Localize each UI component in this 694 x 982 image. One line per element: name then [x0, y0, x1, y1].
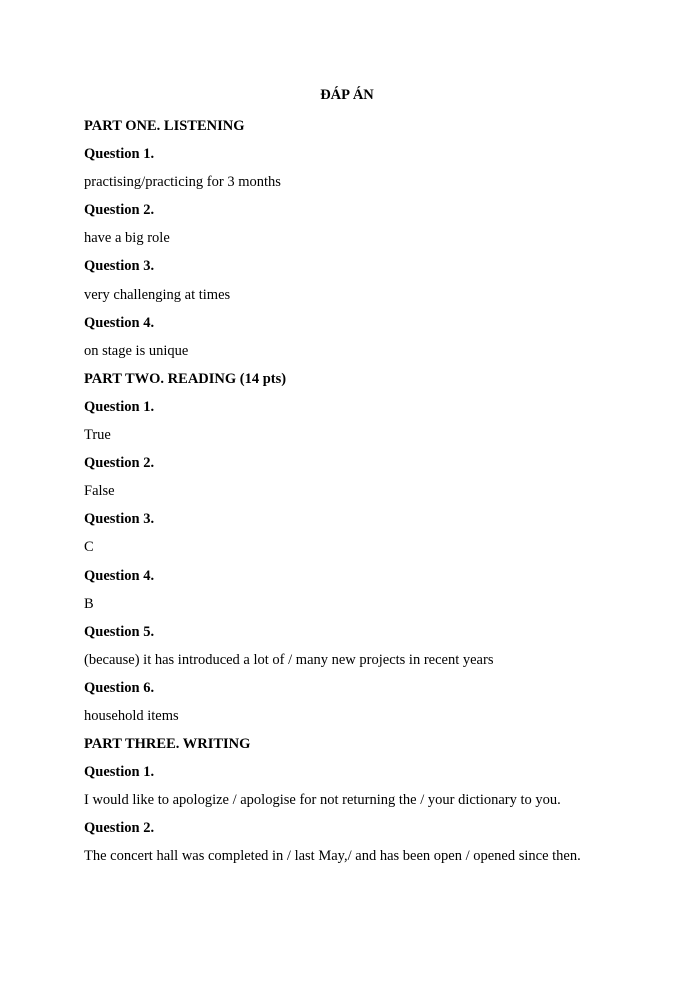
part-one-heading: PART ONE. LISTENING	[84, 118, 245, 134]
question-label: Question 4.	[84, 567, 155, 584]
question-label: Question 2.	[84, 202, 155, 219]
answer-text: I would like to apologize / apologise for not returning the / your dictionary to you.	[84, 792, 561, 809]
part-three-heading: PART THREE. WRITING	[84, 736, 251, 753]
answer-text: household items	[84, 707, 179, 724]
answer-text: practising/practicing for 3 months	[84, 174, 281, 191]
question-label: Question 3.	[84, 258, 155, 275]
answer-text: very challenging at times	[84, 286, 231, 303]
answer-text: have a big role	[84, 230, 170, 247]
question-label: Question 5.	[84, 623, 155, 640]
question-label: Question 4.	[84, 314, 155, 331]
question-label: Question 1.	[84, 398, 155, 415]
answer-text: on stage is unique	[84, 342, 189, 359]
question-label: Question 1.	[84, 146, 155, 163]
answer-text: The concert hall was completed in / last May,/ and has been open / opened since then.	[84, 848, 581, 865]
question-label: Question 6.	[84, 679, 155, 696]
answer-text: False	[84, 483, 115, 500]
answer-content	[84, 112, 624, 871]
question-label: Question 2.	[84, 820, 155, 837]
question-label: Question 2.	[84, 455, 155, 472]
answer-text: (because) it has introduced a lot of / many new projects in recent years	[84, 651, 494, 668]
answer-text: True	[84, 427, 111, 444]
answer-text: C	[84, 539, 94, 556]
page-title: ĐÁP ÁN	[320, 87, 374, 103]
answer-text: B	[84, 595, 94, 612]
part-two-heading: PART TWO. READING (14 pts)	[84, 370, 287, 387]
question-label: Question 3.	[84, 511, 155, 528]
question-label: Question 1.	[84, 764, 155, 781]
